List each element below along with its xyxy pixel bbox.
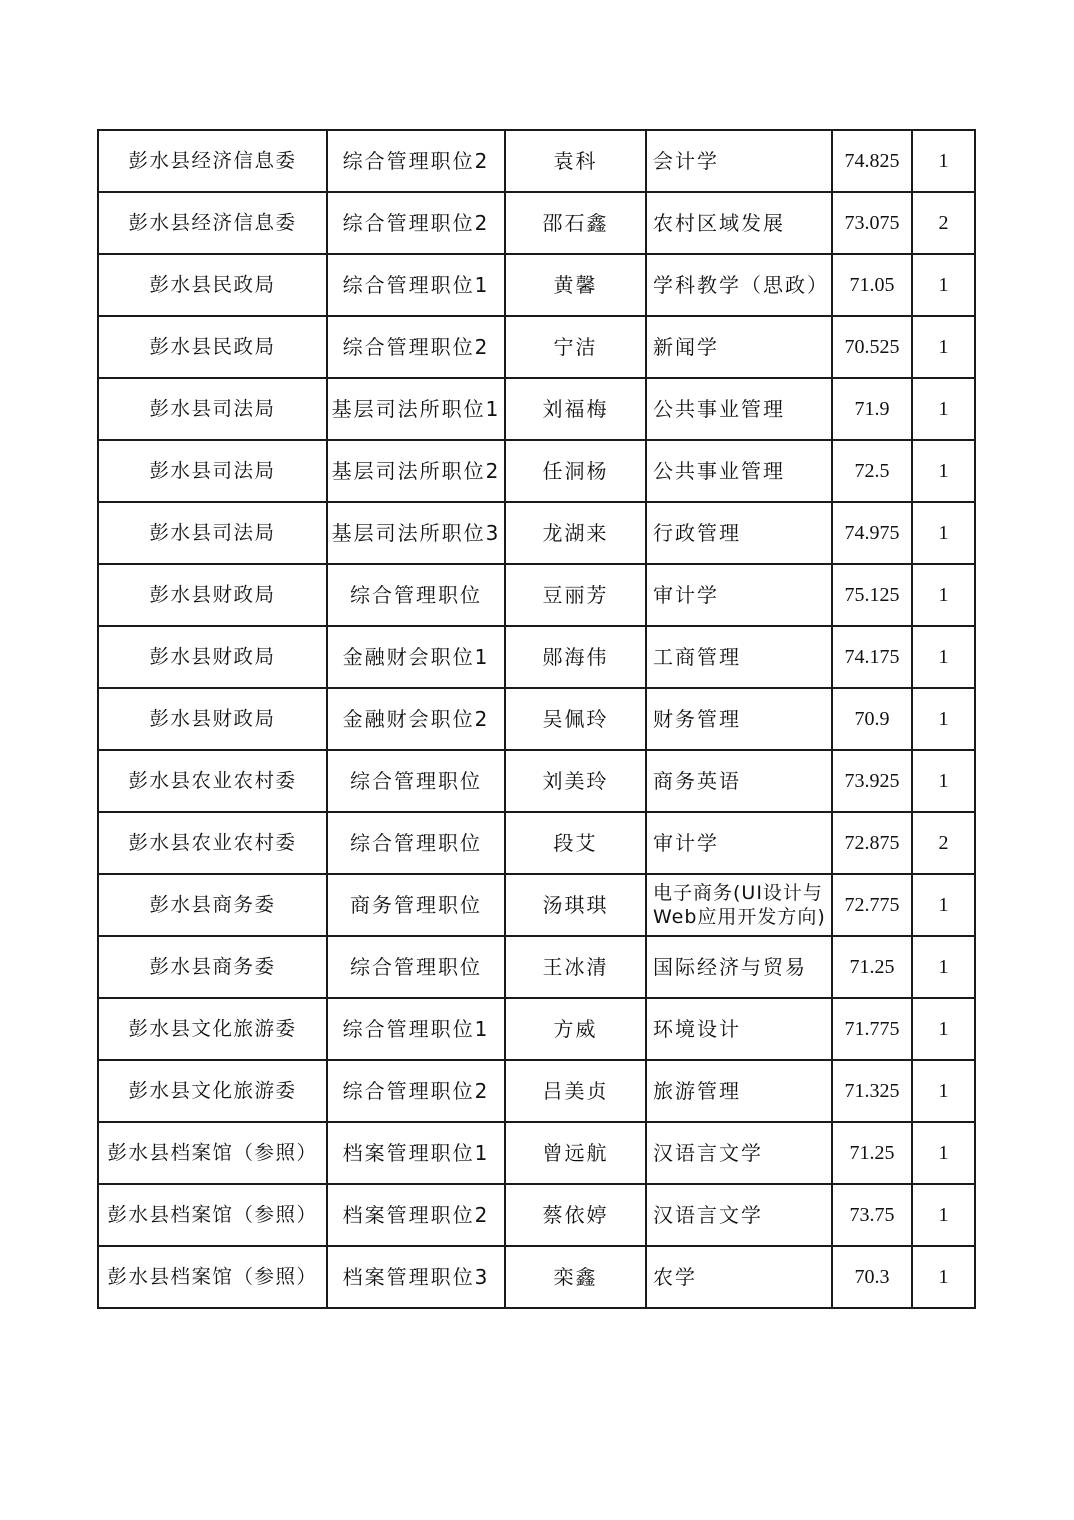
unit-cell: 彭水县财政局 bbox=[98, 688, 327, 750]
unit-cell: 彭水县文化旅游委 bbox=[98, 1060, 327, 1122]
score-cell: 70.9 bbox=[832, 688, 912, 750]
unit-cell: 彭水县民政局 bbox=[98, 316, 327, 378]
score-cell: 73.75 bbox=[832, 1184, 912, 1246]
unit-cell: 彭水县财政局 bbox=[98, 564, 327, 626]
major-cell: 新闻学 bbox=[646, 316, 832, 378]
rank-cell: 1 bbox=[912, 440, 975, 502]
rank-cell: 1 bbox=[912, 1184, 975, 1246]
unit-cell: 彭水县档案馆（参照） bbox=[98, 1122, 327, 1184]
score-cell: 75.125 bbox=[832, 564, 912, 626]
unit-cell: 彭水县档案馆（参照） bbox=[98, 1246, 327, 1308]
rank-cell: 2 bbox=[912, 812, 975, 874]
name-cell: 豆丽芳 bbox=[505, 564, 646, 626]
score-cell: 71.775 bbox=[832, 998, 912, 1060]
position-cell: 金融财会职位2 bbox=[327, 688, 505, 750]
position-cell: 综合管理职位 bbox=[327, 812, 505, 874]
rank-cell: 1 bbox=[912, 254, 975, 316]
results-table bbox=[97, 129, 976, 1309]
position-cell: 基层司法所职位2 bbox=[327, 440, 505, 502]
table-row bbox=[98, 1184, 975, 1246]
name-cell: 吴佩玲 bbox=[505, 688, 646, 750]
table-row bbox=[98, 998, 975, 1060]
rank-cell: 1 bbox=[912, 998, 975, 1060]
major-cell: 行政管理 bbox=[646, 502, 832, 564]
unit-cell: 彭水县经济信息委 bbox=[98, 192, 327, 254]
major-cell: 农学 bbox=[646, 1246, 832, 1308]
name-cell: 刘福梅 bbox=[505, 378, 646, 440]
position-cell: 金融财会职位1 bbox=[327, 626, 505, 688]
score-cell: 74.825 bbox=[832, 130, 912, 192]
position-cell: 商务管理职位 bbox=[327, 874, 505, 936]
unit-cell: 彭水县商务委 bbox=[98, 936, 327, 998]
unit-cell: 彭水县司法局 bbox=[98, 502, 327, 564]
name-cell: 袁科 bbox=[505, 130, 646, 192]
table-row bbox=[98, 626, 975, 688]
name-cell: 段艾 bbox=[505, 812, 646, 874]
score-cell: 72.875 bbox=[832, 812, 912, 874]
rank-cell: 1 bbox=[912, 626, 975, 688]
unit-cell: 彭水县司法局 bbox=[98, 378, 327, 440]
table-row bbox=[98, 874, 975, 936]
major-cell: 环境设计 bbox=[646, 998, 832, 1060]
score-cell: 71.25 bbox=[832, 936, 912, 998]
unit-cell: 彭水县农业农村委 bbox=[98, 812, 327, 874]
score-cell: 74.975 bbox=[832, 502, 912, 564]
position-cell: 综合管理职位 bbox=[327, 564, 505, 626]
major-cell: 公共事业管理 bbox=[646, 440, 832, 502]
major-cell: 汉语言文学 bbox=[646, 1184, 832, 1246]
position-cell: 基层司法所职位3 bbox=[327, 502, 505, 564]
unit-cell: 彭水县档案馆（参照） bbox=[98, 1184, 327, 1246]
table-row bbox=[98, 936, 975, 998]
score-cell: 74.175 bbox=[832, 626, 912, 688]
table-row bbox=[98, 1122, 975, 1184]
position-cell: 综合管理职位2 bbox=[327, 192, 505, 254]
rank-cell: 1 bbox=[912, 688, 975, 750]
major-cell: 审计学 bbox=[646, 812, 832, 874]
rank-cell: 1 bbox=[912, 750, 975, 812]
major-cell: 旅游管理 bbox=[646, 1060, 832, 1122]
major-cell: 农村区域发展 bbox=[646, 192, 832, 254]
score-cell: 71.25 bbox=[832, 1122, 912, 1184]
name-cell: 任洞杨 bbox=[505, 440, 646, 502]
table-row bbox=[98, 1060, 975, 1122]
score-cell: 71.05 bbox=[832, 254, 912, 316]
name-cell: 郧海伟 bbox=[505, 626, 646, 688]
table-row bbox=[98, 750, 975, 812]
rank-cell: 1 bbox=[912, 936, 975, 998]
score-cell: 72.5 bbox=[832, 440, 912, 502]
major-cell: 商务英语 bbox=[646, 750, 832, 812]
table-row bbox=[98, 130, 975, 192]
major-cell: 公共事业管理 bbox=[646, 378, 832, 440]
rank-cell: 1 bbox=[912, 130, 975, 192]
position-cell: 综合管理职位 bbox=[327, 750, 505, 812]
major-cell: 会计学 bbox=[646, 130, 832, 192]
major-cell: 学科教学（思政） bbox=[646, 254, 832, 316]
position-cell: 档案管理职位2 bbox=[327, 1184, 505, 1246]
position-cell: 综合管理职位1 bbox=[327, 998, 505, 1060]
unit-cell: 彭水县司法局 bbox=[98, 440, 327, 502]
rank-cell: 1 bbox=[912, 502, 975, 564]
unit-cell: 彭水县商务委 bbox=[98, 874, 327, 936]
unit-cell: 彭水县农业农村委 bbox=[98, 750, 327, 812]
rank-cell: 1 bbox=[912, 874, 975, 936]
rank-cell: 1 bbox=[912, 1122, 975, 1184]
name-cell: 蔡依婷 bbox=[505, 1184, 646, 1246]
rank-cell: 1 bbox=[912, 316, 975, 378]
rank-cell: 1 bbox=[912, 564, 975, 626]
rank-cell: 1 bbox=[912, 1246, 975, 1308]
table-row bbox=[98, 688, 975, 750]
name-cell: 龙湖来 bbox=[505, 502, 646, 564]
rank-cell: 1 bbox=[912, 1060, 975, 1122]
unit-cell: 彭水县财政局 bbox=[98, 626, 327, 688]
position-cell: 档案管理职位3 bbox=[327, 1246, 505, 1308]
table-row bbox=[98, 1246, 975, 1308]
major-cell: 汉语言文学 bbox=[646, 1122, 832, 1184]
name-cell: 吕美贞 bbox=[505, 1060, 646, 1122]
position-cell: 档案管理职位1 bbox=[327, 1122, 505, 1184]
position-cell: 基层司法所职位1 bbox=[327, 378, 505, 440]
table-row bbox=[98, 192, 975, 254]
unit-cell: 彭水县文化旅游委 bbox=[98, 998, 327, 1060]
score-cell: 71.325 bbox=[832, 1060, 912, 1122]
position-cell: 综合管理职位 bbox=[327, 936, 505, 998]
name-cell: 宁洁 bbox=[505, 316, 646, 378]
table-row bbox=[98, 812, 975, 874]
name-cell: 曾远航 bbox=[505, 1122, 646, 1184]
position-cell: 综合管理职位1 bbox=[327, 254, 505, 316]
name-cell: 刘美玲 bbox=[505, 750, 646, 812]
table-row bbox=[98, 254, 975, 316]
score-cell: 70.3 bbox=[832, 1246, 912, 1308]
major-cell: 审计学 bbox=[646, 564, 832, 626]
table-body bbox=[98, 130, 975, 1308]
score-cell: 73.925 bbox=[832, 750, 912, 812]
major-cell: 财务管理 bbox=[646, 688, 832, 750]
name-cell: 邵石鑫 bbox=[505, 192, 646, 254]
name-cell: 方威 bbox=[505, 998, 646, 1060]
table-row bbox=[98, 316, 975, 378]
name-cell: 汤琪琪 bbox=[505, 874, 646, 936]
score-cell: 73.075 bbox=[832, 192, 912, 254]
score-cell: 70.525 bbox=[832, 316, 912, 378]
major-cell: 电子商务(UI设计与Web应用开发方向) bbox=[646, 874, 832, 936]
major-cell: 工商管理 bbox=[646, 626, 832, 688]
name-cell: 栾鑫 bbox=[505, 1246, 646, 1308]
table-row bbox=[98, 564, 975, 626]
name-cell: 王冰清 bbox=[505, 936, 646, 998]
position-cell: 综合管理职位2 bbox=[327, 316, 505, 378]
table-row bbox=[98, 502, 975, 564]
rank-cell: 1 bbox=[912, 378, 975, 440]
unit-cell: 彭水县经济信息委 bbox=[98, 130, 327, 192]
table-row bbox=[98, 378, 975, 440]
name-cell: 黄馨 bbox=[505, 254, 646, 316]
unit-cell: 彭水县民政局 bbox=[98, 254, 327, 316]
table-row bbox=[98, 440, 975, 502]
rank-cell: 2 bbox=[912, 192, 975, 254]
score-cell: 71.9 bbox=[832, 378, 912, 440]
position-cell: 综合管理职位2 bbox=[327, 1060, 505, 1122]
major-cell: 国际经济与贸易 bbox=[646, 936, 832, 998]
position-cell: 综合管理职位2 bbox=[327, 130, 505, 192]
score-cell: 72.775 bbox=[832, 874, 912, 936]
